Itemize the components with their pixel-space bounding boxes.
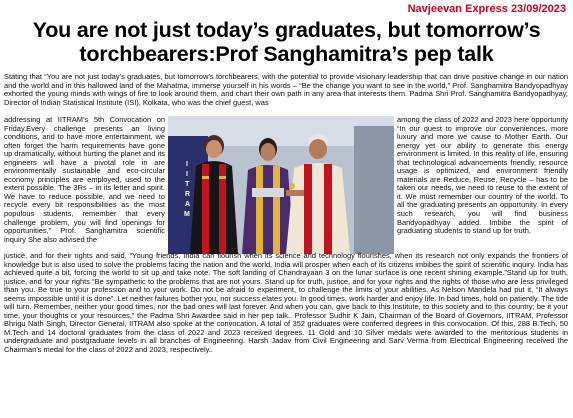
banner-letter: I (186, 171, 188, 178)
banner-letter: A (185, 201, 191, 208)
banner-letter: I (186, 161, 188, 168)
banner-letter: T (185, 181, 190, 188)
convocation-photo (168, 116, 394, 254)
article-bottom: justice, and for their rights and said, “Young friends, India can flourish when its science and technology flourishes, when its research not only expands the frontiers of knowledge but is also used to solve the problems facing the nation and the world. India will prosper when each of its citizens imbibes the spirit of scientific inquiry. India has achieved quite a bit, forcing the world to sit up and take note. The soft landing of Chandrayaan 3 on the lunar surface is one recent shining example.”Stand up for truth, justice, and for your rights “Be sympathetic to the problems that are not yours. Stand up for truth, justice, and for your rights and the rights of those who are less privileged than you. Be true to your profession and to your work. Do not be afraid to experiment, to challenge the limits of your abilities. As Nelson Mandela had put it, “It always seems impossible until it is done”. Let neither failures bother you, nor success elates you. In good times, work harder and enjoy life. In bad times, hold on patiently. The tide will turn. Remember, neither your good times, nor the bad ones will last forever. And when you can, give back to this Institute, to this society and to this country; be it your time, your thoughts or your resources,” the Padma Shri Awardee said in her pep talk.. Professor Sudhir K Jain, Chairman of the Board of Governors, IITRAM, Professor Bhrigu Nath Singh, Director General, IITRAM also spoke at the convocation. A total of 352 graduates were conferred degrees in this convocation. Of this, 288 B.Tech, 50 M.Tech and 14 doctoral graduates from the class of 2022 and 2023 received degrees. 11 Gold and 10 Silver medals were awarded to the meritorious students in undergraduate and postgraduate levels in all branches of Engineering. Harsh Jadav from Civil Engineering and Sarv Verma from Electrical Engineering received the Chairman’s medal for the class of 2022 and 2023, respectively.. (4, 251, 568, 355)
article-left-column: addressing at IITRAM’s 5th Convocation on Friday.Every challenge presents an living conditions, and to have more entertainment, we often forget the harm requirements have gone up dramatically, without hurting the planet and its engineers will have a pivotal role in are environmentally sustainable and eco-circular economy principles are employed, used to the extent possible. The 3Rs – in its letter and spirit. We have to reduce possible, and we need to recycle every bit responsibilities as the most populous students, remember that every challenge problem, you will find openings for opportunities,” Prof. Sanghamitra scientific inquiry She also advised the (4, 115, 165, 244)
article-intro: Stating that “You are not just today’s graduates, but tomorrow’s torchbearers, with the potential to provide visionary leadership that can drive positive change in our nation and the world and in this hallowed land of the Mahatma, immerse yourself in his words – “Be the change you want to see in the world,” Prof. Sanghamitra Bandyopadhyay exhorted the young minds with wings of fire to look around them, and chart their own path in any area that interests them. Padma Shri Prof. Sanghamitra Bandyopadhyay, Director of Indian Statistical Institute (ISI), Kolkata, who was the chief guest, was (4, 72, 568, 107)
headline-line-2: torchbearers:Prof Sanghamitra’s pep talk (79, 42, 494, 66)
headline (6, 18, 567, 66)
banner-letter: R (185, 191, 191, 198)
banner-letter: M (184, 211, 190, 218)
article-right-column: among the class of 2022 and 2023 here opportunity “In our quest to improve our conveniences, more luxury and more we cause to Mother Earth. Our energy yet our ability to generate this energy environment is limited. In this reality of life, ensuring that technological advancements friendly, resource usage is optimized, and environment friendly materials are Reduce, Reuse, Recycle – has to be taken our needs, we need to reuse to the extent of it. We must remember our country of the world. To all the graduating presents an opportunity. In every such research, you will find business Bandyopadhyay added. Imbibe the spirit of graduating students to stand up for truth, (397, 115, 568, 236)
headline-line-1: You are not just today’s graduates, but tomorrow’s (32, 18, 541, 42)
newspaper-source-date: Navjeevan Express 23/09/2023 (407, 3, 566, 15)
